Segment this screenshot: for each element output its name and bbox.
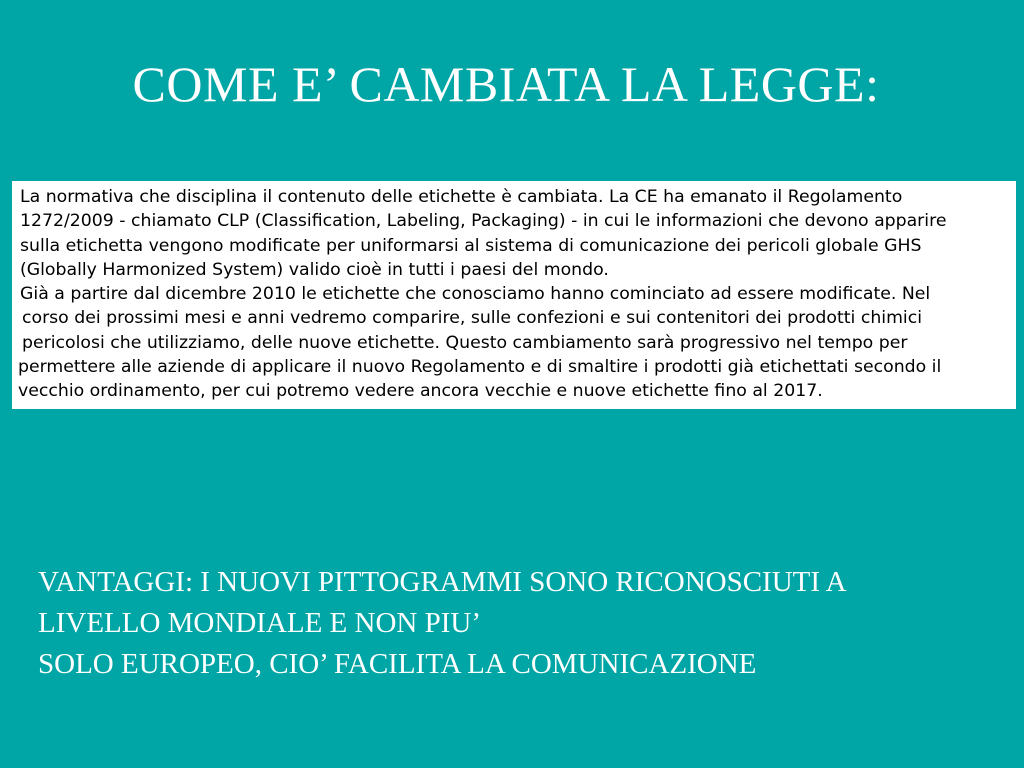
- body-line: permettere alle aziende di applicare il nuovo Regolamento e di smaltire i prodotti già etichettati secondo il: [18, 357, 942, 378]
- body-line: 1272/2009 - chiamato CLP (Classification, Labeling, Packaging) - in cui le informazioni che devono apparire: [20, 211, 947, 232]
- slide-title: COME E’ CAMBIATA LA LEGGE:: [132, 56, 880, 112]
- benefits-line: VANTAGGI: I NUOVI PITTOGRAMMI SONO RICONOSCIUTI A: [38, 566, 847, 598]
- body-line: corso dei prossimi mesi e anni vedremo comparire, sulle confezioni e sui contenitori dei prodotti chimici: [22, 308, 923, 329]
- body-line: La normativa che disciplina il contenuto delle etichette è cambiata. La CE ha emanato il Regolamento: [20, 187, 903, 207]
- body-line: vecchio ordinamento, per cui potremo vedere ancora vecchie e nuove etichette fino al 2017.: [18, 381, 823, 402]
- body-line: (Globally Harmonized System) valido cioè in tutti i paesi del mondo.: [20, 259, 609, 280]
- benefits-line: SOLO EUROPEO, CIO’ FACILITA LA COMUNICAZIONE: [38, 648, 757, 680]
- benefits-line: LIVELLO MONDIALE E NON PIU’: [38, 607, 481, 639]
- body-text-box: [12, 181, 1016, 409]
- body-line: Già a partire dal dicembre 2010 le etichette che conosciamo hanno cominciato ad essere modificate. Nel: [20, 284, 931, 305]
- body-line: sulla etichetta vengono modificate per uniformarsi al sistema di comunicazione dei pericoli globale GHS: [20, 235, 922, 256]
- body-line: pericolosi che utilizziamo, delle nuove etichette. Questo cambiamento sarà progressivo nel tempo per: [22, 332, 908, 353]
- benefits-text: [38, 562, 1018, 685]
